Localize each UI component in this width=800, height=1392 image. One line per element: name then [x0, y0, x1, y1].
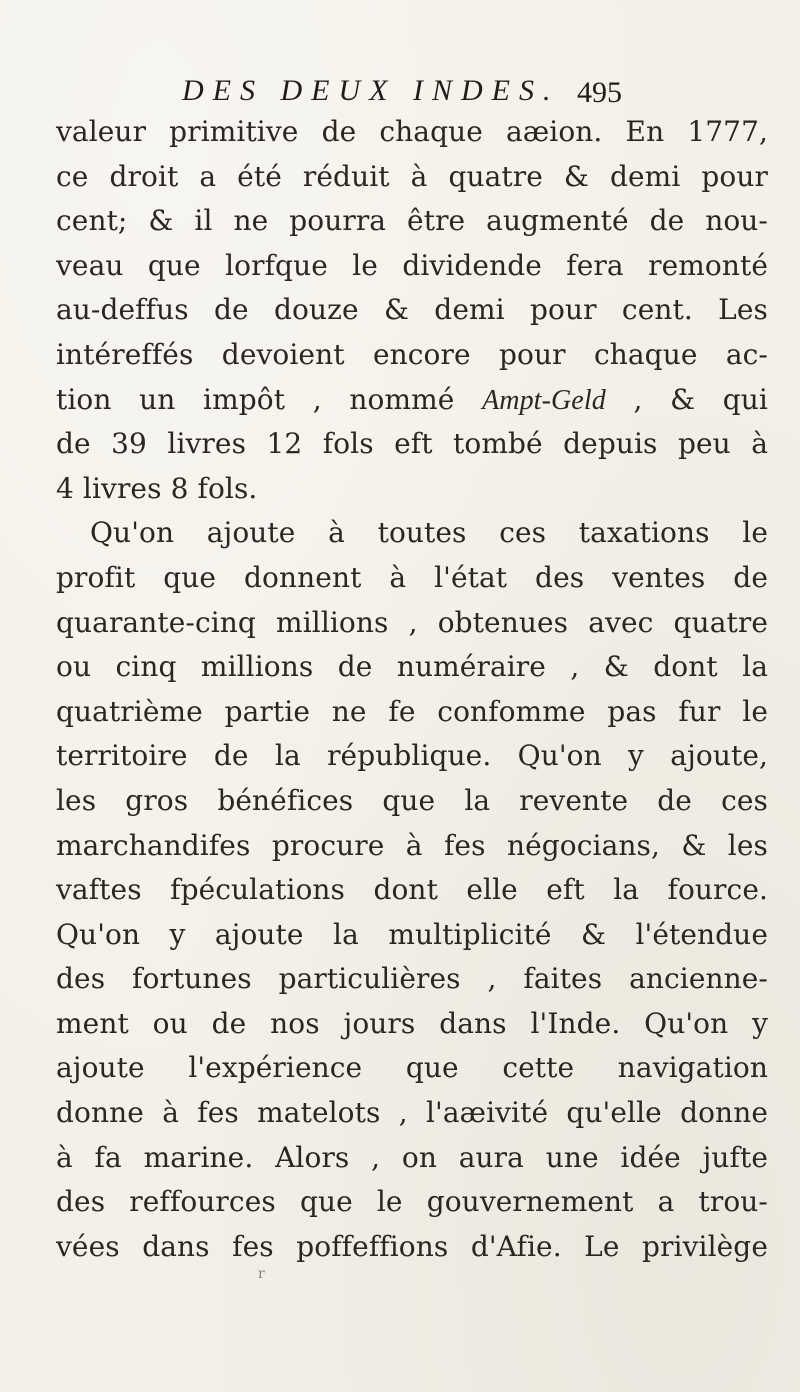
text-line: ajoute l'expérience que cette navigation: [56, 1051, 768, 1085]
page-number: 495: [577, 76, 622, 109]
text-line: de 39 livres 12 fols eft tombé depuis peu à: [56, 427, 768, 461]
text-line: ment ou de nos jours dans l'Inde. Qu'on y: [56, 1006, 768, 1040]
text-line: ou cinq millions de numéraire , & dont la: [56, 650, 768, 684]
footer-mark: r: [258, 1266, 265, 1282]
text-line: ce droit a été réduit à quatre & demi pour: [56, 159, 768, 193]
text-line: les gros bénéfices que la revente de ces: [56, 783, 768, 817]
paragraph-start-line: Qu'on ajoute à toutes ces taxations le: [90, 516, 768, 550]
text-line-with-term: [56, 378, 768, 423]
text-line: quatrième partie ne fe confomme pas fur le: [56, 694, 768, 728]
text-line: valeur primitive de chaque aӕion. En 1777,: [56, 115, 768, 148]
text-line: cent; & il ne pourra être augmenté de nou-: [56, 204, 768, 238]
text-line: à fa marine. Alors , on aura une idée jufte: [56, 1140, 768, 1174]
text-fragment: tion un impôt , nommé: [56, 382, 483, 416]
text-line: des fortunes particulières , faites ancienne-: [56, 962, 768, 996]
text-line: intéreffés devoient encore pour chaque ac-: [56, 337, 768, 371]
text-line: vaftes fpéculations dont elle eft la fource.: [56, 873, 768, 907]
text-line: Qu'on y ajoute la multiplicité & l'étendue: [56, 917, 768, 951]
text-line: donne à fes matelots , l'aӕivité qu'elle donne: [56, 1096, 768, 1130]
text-line: territoire de la république. Qu'on y ajoute,: [56, 739, 768, 773]
text-line: marchandifes procure à fes négocians, & les: [56, 828, 768, 862]
running-head: [182, 70, 622, 114]
text-line: des reffources que le gouvernement a trou-: [56, 1185, 768, 1219]
text-line: vées dans fes poffeffions d'Afie. Le privilège: [56, 1229, 768, 1263]
text-fragment: , & qui: [605, 382, 768, 416]
italic-term: Ampt-Geld: [482, 384, 606, 416]
running-title: DES DEUX INDES.: [182, 74, 560, 107]
text-line: au-deffus de douze & demi pour cent. Les: [56, 293, 768, 327]
text-line: 4 livres 8 fols.: [56, 471, 258, 505]
text-line: veau que lorfque le dividende fera remonté: [56, 248, 768, 282]
text-line: quarante-cinq millions , obtenues avec quatre: [56, 605, 768, 639]
text-line: profit que donnent à l'état des ventes de: [56, 560, 768, 594]
body-text: [56, 110, 768, 1269]
